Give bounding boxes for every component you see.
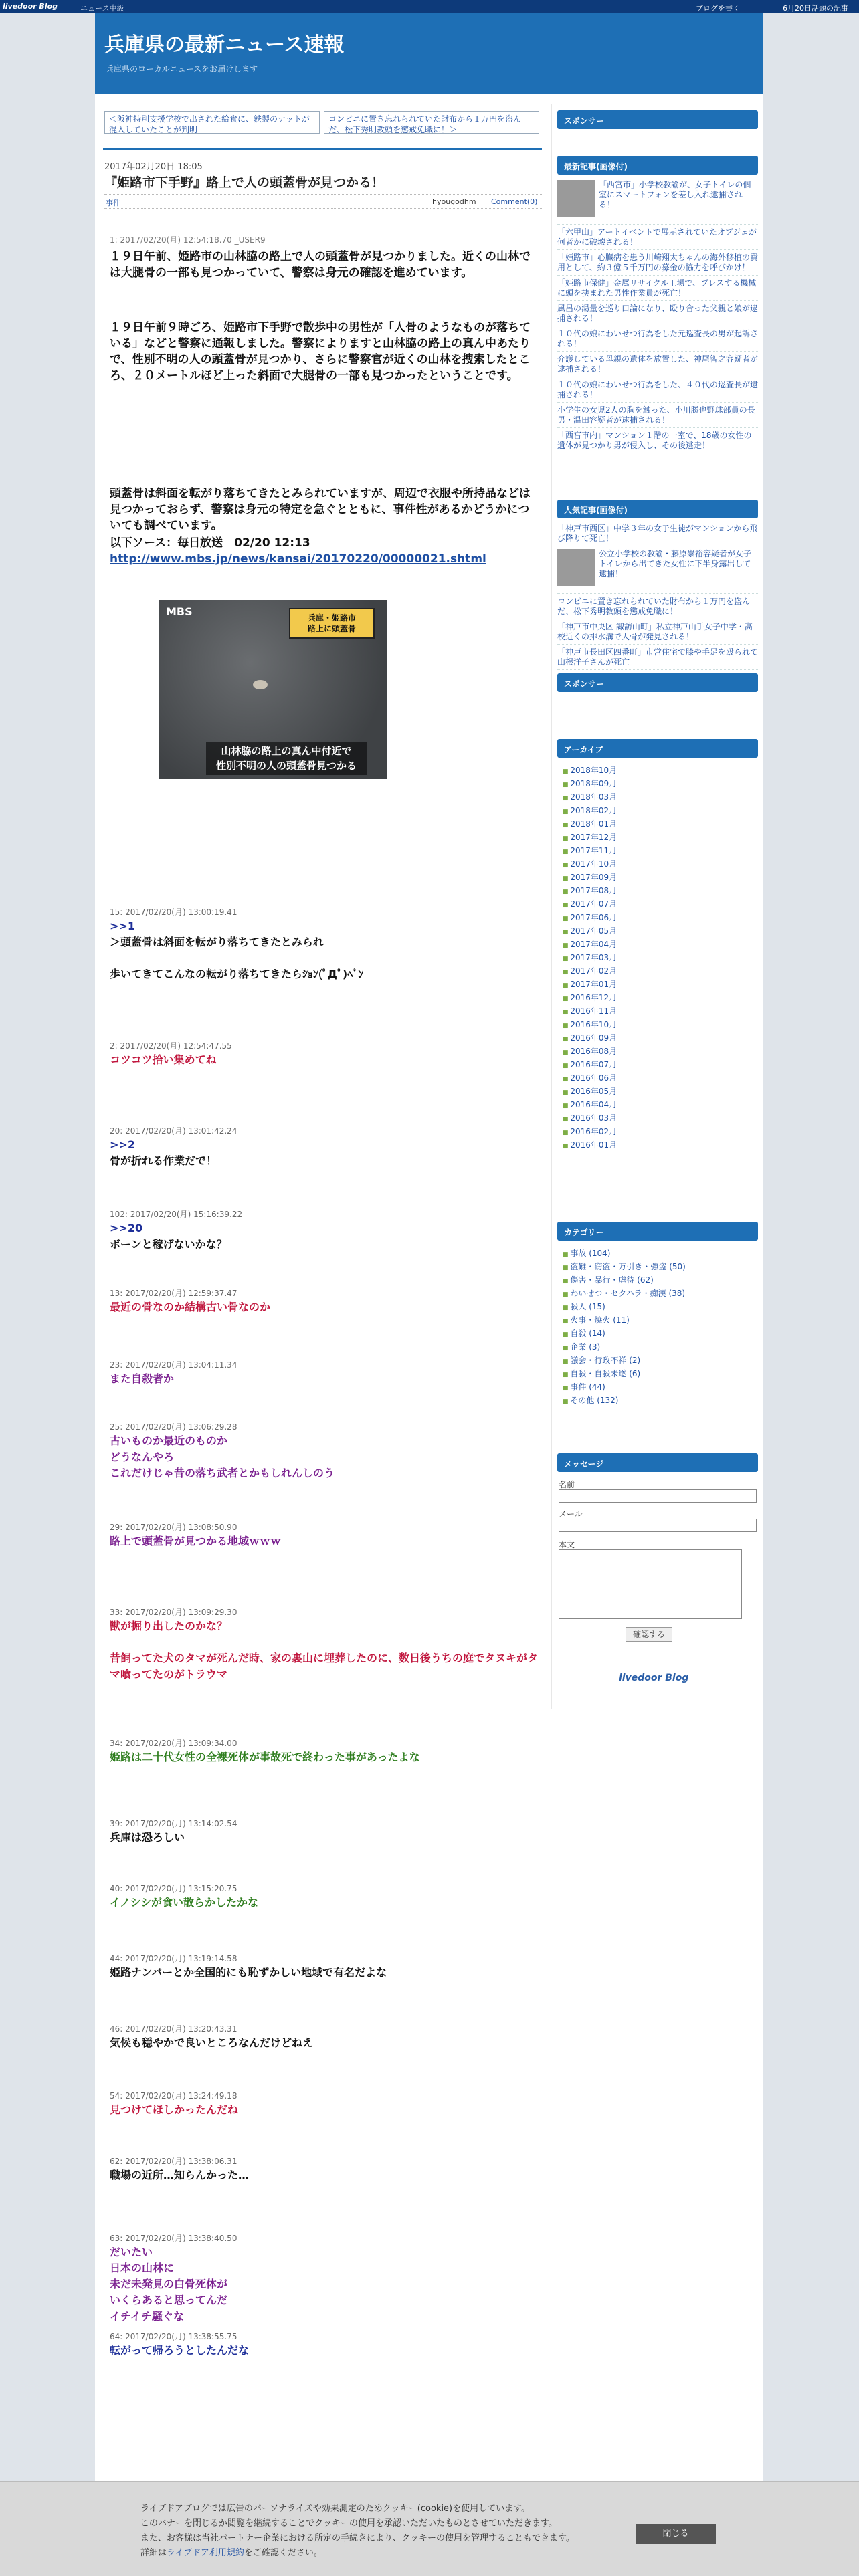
sponsor-header-2: スポンサー [557,673,758,692]
archive-month-link[interactable]: ■ 2016年08月 [563,1045,617,1059]
today-topics-link[interactable]: 6月20日話題の記事 [783,4,848,13]
blog-description: 兵庫県のローカルニュースをお届けします [106,64,258,74]
body-label: 本文 [559,1540,575,1549]
comment-line: 日本の山林に [110,2262,175,2274]
article-author[interactable]: hyougodhm [432,197,476,206]
latest-article-title[interactable]: 「六甲山」アートイベントで展示されていたオブジェが何者かに破壊される！ [557,227,757,247]
comment-line: ＞頭蓋骨は斜面を転がり落ちてきたとみられ [110,936,324,948]
mail-input[interactable] [559,1519,757,1532]
latest-article-title[interactable]: 「西宮市内」マンション１階の一室で、18歳の女性の遺体が見つかり男が侵入し、その後逃走！ [557,431,752,450]
cookie-line-4 [140,2546,575,2561]
archive-month-link[interactable]: ■ 2017年08月 [563,885,617,898]
article-title[interactable]: 『姫路市下手野』路上で人の頭蓋骨が見つかる！ [104,175,385,190]
cookie-line-2: このバナーを閉じるか閲覧を継続することでクッキーの使用を承認いただいたものとさせていただきます。 [140,2518,557,2529]
comment-header: 15: 2017/02/20(月) 13:00:19.41 [110,907,237,917]
sidebar [551,104,760,1709]
category-link[interactable]: ■ その他 (132) [563,1394,686,1408]
archive-month-link[interactable]: ■ 2017年07月 [563,898,617,911]
comment-body [110,2244,538,2325]
popular-article-link[interactable] [557,549,758,594]
article-divider [103,148,542,150]
archive-month-link[interactable]: ■ 2016年02月 [563,1125,617,1139]
comment-body [110,1749,538,1765]
archive-month-link[interactable]: ■ 2017年05月 [563,925,617,938]
article-date: 2017年02月20日 18:05 [104,162,203,172]
comment-body [110,2167,538,2183]
name-input[interactable] [559,1489,757,1503]
comment-line: どうなんやろ [110,1451,175,1463]
latest-article-title[interactable]: 「姫路市」心臓病を患う川崎翔太ちゃんの海外移植の費用として、約３億５千万円の募金の協力を呼びかけ！ [557,253,759,272]
category-link[interactable]: ■ 盗難・窃盗・万引き・強盗 (50) [563,1261,686,1274]
cookie-close-button[interactable]: 閉じる [636,2524,716,2544]
archive-month-link[interactable]: ■ 2016年03月 [563,1112,617,1125]
comment-header: 29: 2017/02/20(月) 13:08:50.90 [110,1523,237,1532]
comment-body [110,1299,538,1315]
archive-month-link[interactable]: ■ 2016年06月 [563,1072,617,1085]
archive-month-link[interactable]: ■ 2017年01月 [563,978,617,992]
cookie-detail-prefix: 詳細は [140,2548,167,2558]
comment-line: 古いものか最近のものか [110,1434,228,1447]
post-header: 1: 2017/02/20(月) 12:54:18.70 _USER9 [110,235,266,245]
popular-articles-header: 人気記事(画像付) [557,500,758,518]
comment-line: だいたい [110,2246,153,2258]
latest-article-link[interactable] [557,304,758,326]
comment-body [110,1965,538,1981]
comment-line: 姫路は二十代女性の全裸死体が事故死で終わった事があったよな [110,1751,420,1763]
archive-month-link[interactable]: ■ 2016年09月 [563,1032,617,1045]
prev-article-link[interactable]: ＜阪神特別支援学校で出された給食に、鉄製のナットが混入していたことが判明 [104,111,320,134]
livedoor-blog-logo[interactable]: livedoor Blog [619,1673,689,1683]
source-url-link[interactable]: http://www.mbs.jp/news/kansai/20170220/00000021.shtml [110,552,486,566]
latest-article-title[interactable]: １０代の娘にわいせつ行為をした元巡査長の男が起訴される！ [557,329,759,348]
archive-month-link[interactable]: ■ 2017年09月 [563,871,617,885]
name-label: 名前 [559,1480,575,1489]
comment-body [110,1433,538,1481]
archive-month-link[interactable]: ■ 2017年03月 [563,952,617,965]
article-source [110,535,538,567]
cookie-banner [0,2481,859,2576]
comment-line: これだけじゃ昔の落ち武者とかもしれんしのう [110,1467,335,1479]
livedoor-logo[interactable]: livedoor Blog [3,2,58,11]
latest-article-title[interactable]: １０代の娘にわいせつ行為をした、４０代の巡査長が逮捕される！ [557,380,759,399]
latest-article-link[interactable] [557,405,758,428]
comment-header: 23: 2017/02/20(月) 13:04:11.34 [110,1360,237,1370]
reply-anchor-link[interactable]: >>20 [110,1222,143,1235]
category-list [563,1247,686,1408]
latest-article-link[interactable] [557,380,758,403]
comment-header: 34: 2017/02/20(月) 13:09:34.00 [110,1739,237,1748]
article-paragraph-2: １９日午前９時ごろ、姫路市下手野で散歩中の男性が「人骨のようなものが落ちている」などと警察に通報しました。警察によりますと山林脇の路上の真ん中あたりで、性別不明の人の頭蓋骨が見つかり、さらに警察官が近くの山林を捜索したところ、２０メートルほど上った斜面で大腿骨の一部も見つかったということです。 [110,321,531,383]
article-category-link[interactable]: 事件 [106,199,120,207]
sponsor-header: スポンサー [557,110,758,129]
popular-article-title[interactable]: 「神戸市西区」中学３年の女子生徒がマンションから飛び降りて死亡！ [557,524,758,543]
archive-month-link[interactable]: ■ 2016年07月 [563,1059,617,1072]
article-paragraph-1: １９日午前、姫路市の山林脇の路上で人の頭蓋骨が見つかりました。近くの山林では大腿骨の一部も見つかっていて、警察は身元の確認を進めています。 [110,250,531,280]
message-header: メッセージ [557,1453,758,1472]
archive-month-link[interactable]: ■ 2016年11月 [563,1005,617,1018]
category-link[interactable]: ■ 火事・焼火 (11) [563,1314,686,1327]
latest-article-title[interactable]: 「姫路市保健」金属リサイクル工場で、プレスする機械に頭を挟まれた男性作業員が死亡！ [557,278,757,298]
archive-month-link[interactable]: ■ 2018年01月 [563,818,617,831]
comment-body [110,1830,538,1846]
archive-month-link[interactable]: ■ 2017年02月 [563,965,617,978]
skull-object [253,680,268,689]
comment-line: 職場の近所…知らんかった… [110,2169,250,2181]
archive-month-link[interactable]: ■ 2017年04月 [563,938,617,952]
comment-line: 姫路ナンバーとか全国的にも恥ずかしい地域で有名だよな [110,1966,387,1979]
popular-article-title[interactable]: コンビニに置き忘れられていた財布から１万円を盗んだ、松下秀明教頭を懲戒免職に！ [557,597,751,616]
article-thumbnail[interactable] [557,180,595,217]
next-article-link[interactable]: コンビニに置き忘れられていた財布から１万円を盗んだ、松下秀明教頭を懲戒免職に！＞ [324,111,539,134]
cookie-text [140,2502,575,2561]
source-label: 以下ソース：毎日放送 02/20 12:13 [110,536,310,550]
comment-header: 64: 2017/02/20(月) 13:38:55.75 [110,2332,237,2341]
comment-body [110,1371,538,1387]
comment-line: 獣が掘り出したのかな？ [110,1620,228,1632]
reply-anchor-link[interactable]: >>1 [110,920,135,932]
archive-header: アーカイブ [557,739,758,758]
category-link[interactable]: ニュース中級 [80,4,124,13]
comment-line: 見つけてほしかったんだね [110,2103,239,2116]
comment-header: 20: 2017/02/20(月) 13:01:42.24 [110,1126,237,1136]
archive-month-link[interactable]: ■ 2017年12月 [563,831,617,845]
cookie-detail-suffix: をご確認ください。 [244,2548,322,2558]
comment-line: 気候も穏やかで良いところなんだけどねえ [110,2036,314,2049]
archive-list [563,764,617,1152]
image-caption-line-2: 性別不明の人の頭蓋骨見つかる [215,760,357,772]
comment-header: 13: 2017/02/20(月) 12:59:37.47 [110,1289,237,1298]
latest-article-title[interactable]: 風呂の湯量を巡り口論になり、殴り合った父親と娘が逮捕される！ [557,304,759,323]
archive-month-link[interactable]: ■ 2016年05月 [563,1085,617,1099]
archive-month-link[interactable]: ■ 2017年10月 [563,858,617,871]
comment-line: 兵庫は恐ろしい [110,1831,185,1844]
body-textarea[interactable] [559,1549,742,1619]
category-link[interactable]: ■ 事故 (104) [563,1247,686,1261]
category-header: カテゴリー [557,1222,758,1241]
archive-month-link[interactable]: ■ 2016年12月 [563,992,617,1005]
latest-article-link[interactable] [557,431,758,453]
write-blog-link[interactable]: ブログを書く [696,4,740,13]
comment-line: いくらあると思ってんだ [110,2294,228,2306]
main-content [95,94,763,2576]
comment-header: 46: 2017/02/20(月) 13:20:43.31 [110,2024,237,2034]
news-image[interactable] [159,600,387,779]
comment-body [110,2102,538,2118]
image-caption-line-1: 山林脇の路上の真ん中付近で [221,745,352,757]
comment-line: 転がって帰ろうとしたんだな [110,2344,250,2357]
terms-link[interactable]: ライブドア利用規約 [167,2548,244,2558]
top-bar [0,0,859,13]
image-tag-line-1: 兵庫・姫路市 [307,613,356,623]
latest-article-link[interactable] [557,180,758,225]
comment-body [110,1533,538,1549]
category-link[interactable]: ■ 事件 (44) [563,1381,686,1394]
comment-header: 63: 2017/02/20(月) 13:38:40.50 [110,2234,237,2243]
reply-anchor-link[interactable]: >>2 [110,1138,135,1151]
archive-month-link[interactable]: ■ 2018年02月 [563,804,617,818]
image-tag-line-2: 路上に頭蓋骨 [307,624,356,633]
cookie-line-1: ライブドアブログでは広告のパーソナライズや効果測定のためクッキー(cookie)を使用しています。 [140,2504,531,2514]
comment-body [110,1895,538,1911]
comment-line: 骨が折れる作業だで！ [110,1154,217,1167]
popular-article-link[interactable] [557,622,758,645]
category-link[interactable]: ■ 自殺・自殺未遂 (6) [563,1368,686,1381]
comment-header: 2: 2017/02/20(月) 12:54:47.55 [110,1041,232,1051]
comment-line: 昔飼ってた犬のタマが死んだ時、家の裏山に埋葬したのに、数日後うちの庭でタヌキがタマ喰ってたのがトラウマ [110,1652,539,1681]
image-caption [206,742,367,775]
comment-body [110,918,538,982]
comment-body [110,1220,538,1253]
latest-article-link[interactable] [557,329,758,352]
comment-body [110,2343,538,2359]
cookie-line-3: また、お客様は当社パートナー企業における所定の手続きにより、クッキーの使用を管理することもできます。 [140,2533,575,2543]
clear-float [557,586,758,588]
comment-line: 歩いてきてこんなの転がり落ちてきたらｼｮﾝ(ﾟДﾟ)ﾍﾞﾝ [110,968,364,980]
latest-article-link[interactable] [557,253,758,276]
comment-line: コツコツ拾い集めてね [110,1053,217,1066]
comment-header: 39: 2017/02/20(月) 13:14:02.54 [110,1819,237,1828]
comment-header: 44: 2017/02/20(月) 13:19:14.58 [110,1954,237,1963]
comment-body [110,2035,538,2051]
latest-articles-list [557,180,758,456]
article-meta [104,194,543,209]
comment-header: 102: 2017/02/20(月) 15:16:39.22 [110,1210,243,1219]
archive-month-link[interactable]: ■ 2016年04月 [563,1099,617,1112]
popular-article-link[interactable] [557,647,758,670]
comment-header: 40: 2017/02/20(月) 13:15:20.75 [110,1884,237,1893]
comment-line: ボーンと稼げないかな？ [110,1238,227,1251]
comment-line [110,1634,538,1650]
comment-header: 33: 2017/02/20(月) 13:09:29.30 [110,1608,237,1617]
category-link[interactable]: ■ わいせつ・セクハラ・痴漢 (38) [563,1287,686,1301]
archive-month-link[interactable]: ■ 2016年01月 [563,1139,617,1152]
popular-article-title[interactable]: 公立小学校の教諭・藤原崇裕容疑者が女子トイレから出てきた女性に下半身露出して逮捕！ [599,549,752,578]
comment-body [110,1618,538,1683]
article-paragraph-3: 頭蓋骨は斜面を転がり落ちてきたとみられていますが、周辺で衣服や所持品などは見つかっておらず、警察は身元の特定を急ぐとともに、事件性があるかどうかについても調べています。 [110,487,531,532]
comment-line: また自殺者か [110,1372,175,1385]
comment-header: 25: 2017/02/20(月) 13:06:29.28 [110,1422,237,1432]
comment-line: 最近の骨なのか結構古い骨なのか [110,1301,271,1313]
category-link[interactable]: ■ 議会・行政不祥 (2) [563,1354,686,1368]
archive-month-link[interactable]: ■ 2017年11月 [563,845,617,858]
latest-articles-header: 最新記事(画像付) [557,156,758,175]
comment-line [110,950,538,966]
archive-month-link[interactable]: ■ 2016年10月 [563,1018,617,1032]
comment-body [110,1052,538,1068]
latest-article-link[interactable] [557,227,758,250]
comment-count-link[interactable]: Comment(0) [491,197,538,206]
latest-article-title[interactable]: 小学生の女児2人の胸を触った、小川勝也野球部員の長男・温田容疑者が逮捕される！ [557,405,755,425]
archive-month-link[interactable]: ■ 2018年03月 [563,791,617,804]
blog-header [95,13,763,94]
blog-title[interactable]: 兵庫県の最新ニュース速報 [104,33,345,57]
category-link[interactable]: ■ 自殺 (14) [563,1327,686,1341]
popular-article-title[interactable]: 「神戸市中央区 諏訪山町」私立神戸山手女子中学・高校近くの排水溝で人骨が発見される！ [557,622,753,641]
latest-article-title[interactable]: 「西宮市」小学校教諭が、女子トイレの個室にスマートフォンを差し入れ逮捕される！ [599,180,751,209]
popular-article-link[interactable] [557,597,758,619]
latest-article-link[interactable] [557,278,758,301]
comment-header: 54: 2017/02/20(月) 13:24:49.18 [110,2091,237,2101]
comment-line: イノシシが食い散らかしたかな [110,1896,259,1909]
mail-label: メール [559,1509,583,1519]
archive-month-link[interactable]: ■ 2017年06月 [563,911,617,925]
comment-line: 未だ未発見の白骨死体が [110,2278,228,2290]
category-link[interactable]: ■ 企業 (3) [563,1341,686,1354]
latest-article-title[interactable]: 介護している母親の遺体を放置した、神尾智之容疑者が逮捕される！ [557,354,759,374]
popular-article-link[interactable] [557,524,758,546]
category-link[interactable]: ■ 殺人 (15) [563,1301,686,1314]
comment-line: 路上で頭蓋骨が見つかる地域ｗｗｗ [110,1535,282,1547]
mbs-logo: MBS [166,605,193,618]
archive-month-link[interactable]: ■ 2018年10月 [563,764,617,778]
popular-article-title[interactable]: 「神戸市長田区四番町」市営住宅で膝や手足を殴られて山根洋子さんが死亡 [557,647,759,667]
comment-body [110,1137,538,1169]
popular-articles-list [557,524,758,673]
latest-article-link[interactable] [557,354,758,377]
category-link[interactable]: ■ 傷害・暴行・虐待 (62) [563,1274,686,1287]
confirm-button[interactable]: 確認する [626,1627,672,1642]
archive-month-link[interactable]: ■ 2018年09月 [563,778,617,791]
image-location-tag [289,608,375,639]
article-thumbnail[interactable] [557,549,595,586]
clear-float [557,217,758,219]
comment-line: イチイチ騒ぐな [110,2310,184,2323]
comment-header: 62: 2017/02/20(月) 13:38:06.31 [110,2157,237,2166]
